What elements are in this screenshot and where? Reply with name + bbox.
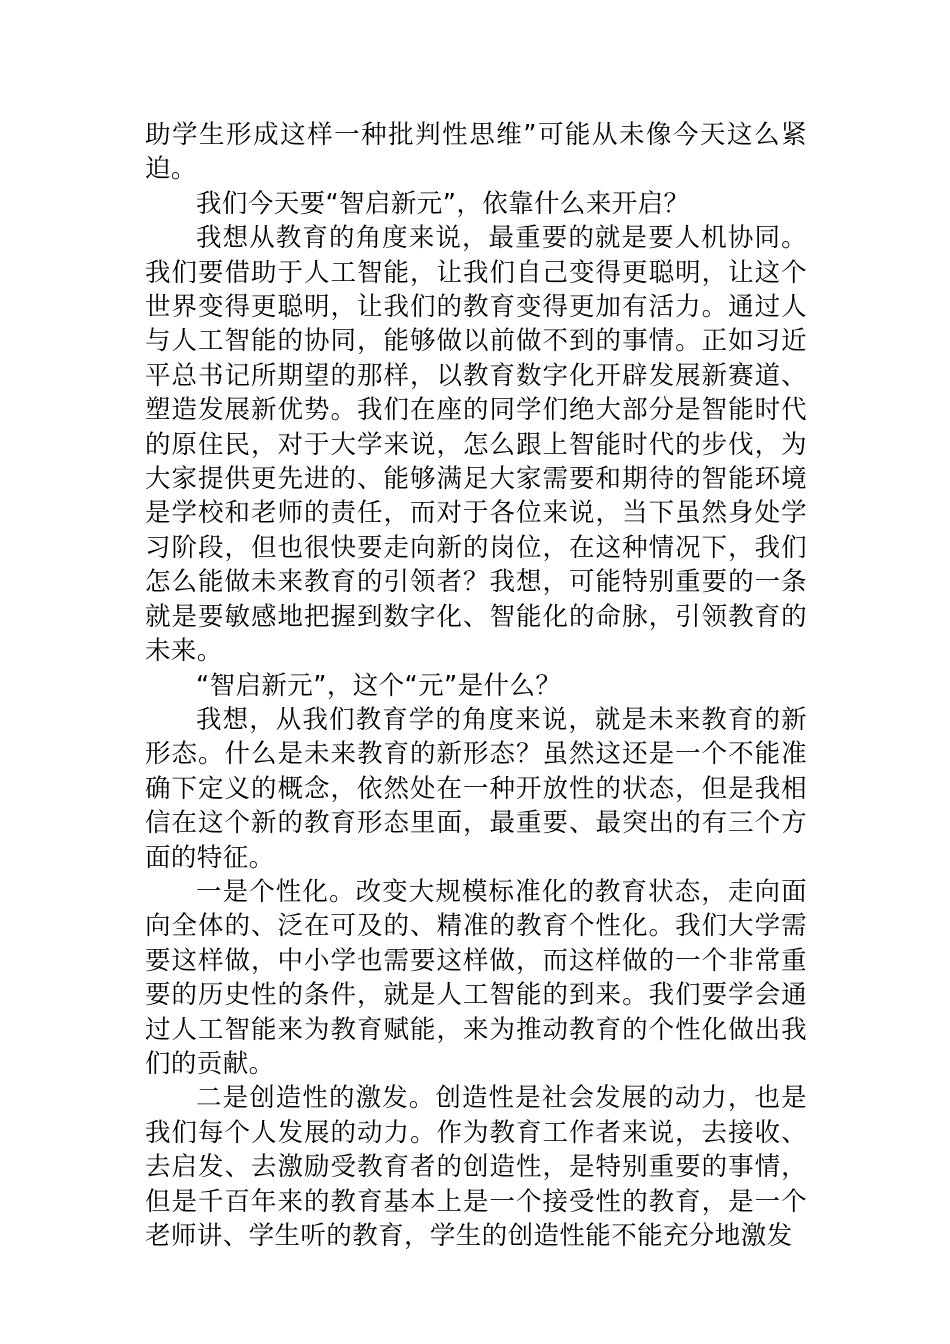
document-page (145, 118, 807, 1253)
paragraph-3: 我想从教育的角度来说，最重要的就是要人机协同。我们要借助于人工智能，让我们自己变得更聪明，让这个世界变得更聪明，让我们的教育变得更加有活力。通过人与人工智能的协同，能够做以前做不到的事情。正如习近平总书记所期望的那样，以教育数字化开辟发展新赛道、塑造发展新优势。我们在座的同学们绝大部分是智能时代的原住民，对于大学来说，怎么跟上智能时代的步伐，为大家提供更先进的、能够满足大家需要和期待的智能环境是学校和老师的责任，而对于各位来说，当下虽然身处学习阶段，但也很快要走向新的岗位，在这种情况下，我们怎么能做未来教育的引领者？我想，可能特别重要的一条就是要敏感地把握到数字化、智能化的命脉，引领教育的未来。 (145, 223, 807, 667)
paragraph-7: 二是创造性的激发。创造性是社会发展的动力，也是我们每个人发展的动力。作为教育工作者来说，去接收、去启发、去激励受教育者的创造性，是特别重要的事情，但是千百年来的教育基本上是一个接受性的教育，是一个老师讲、学生听的教育，学生的创造性能不能充分地激发 (145, 1083, 807, 1251)
paragraph-4: “智启新元”，这个“元”是什么？ (196, 670, 562, 701)
paragraph-2: 我们今天要“智启新元”，依靠什么来开启？ (196, 188, 690, 219)
paragraph-6: 一是个性化。改变大规模标准化的教育状态，走向面向全体的、泛在可及的、精准的教育个性化。我们大学需要这样做，中小学也需要这样做，而这样做的一个非常重要的历史性的条件，就是人工智能的到来。我们要学会通过人工智能来为教育赋能，来为推动教育的个性化做出我们的贡献。 (145, 876, 807, 1079)
paragraph-1: 助学生形成这样一种批判性思维”可能从未像今天这么紧迫。 (145, 120, 807, 185)
paragraph-5: 我想，从我们教育学的角度来说，就是未来教育的新形态。什么是未来教育的新形态？虽然这还是一个不能准确下定义的概念，依然处在一种开放性的状态，但是我相信在这个新的教育形态里面，最重要、最突出的有三个方面的特征。 (145, 704, 807, 873)
